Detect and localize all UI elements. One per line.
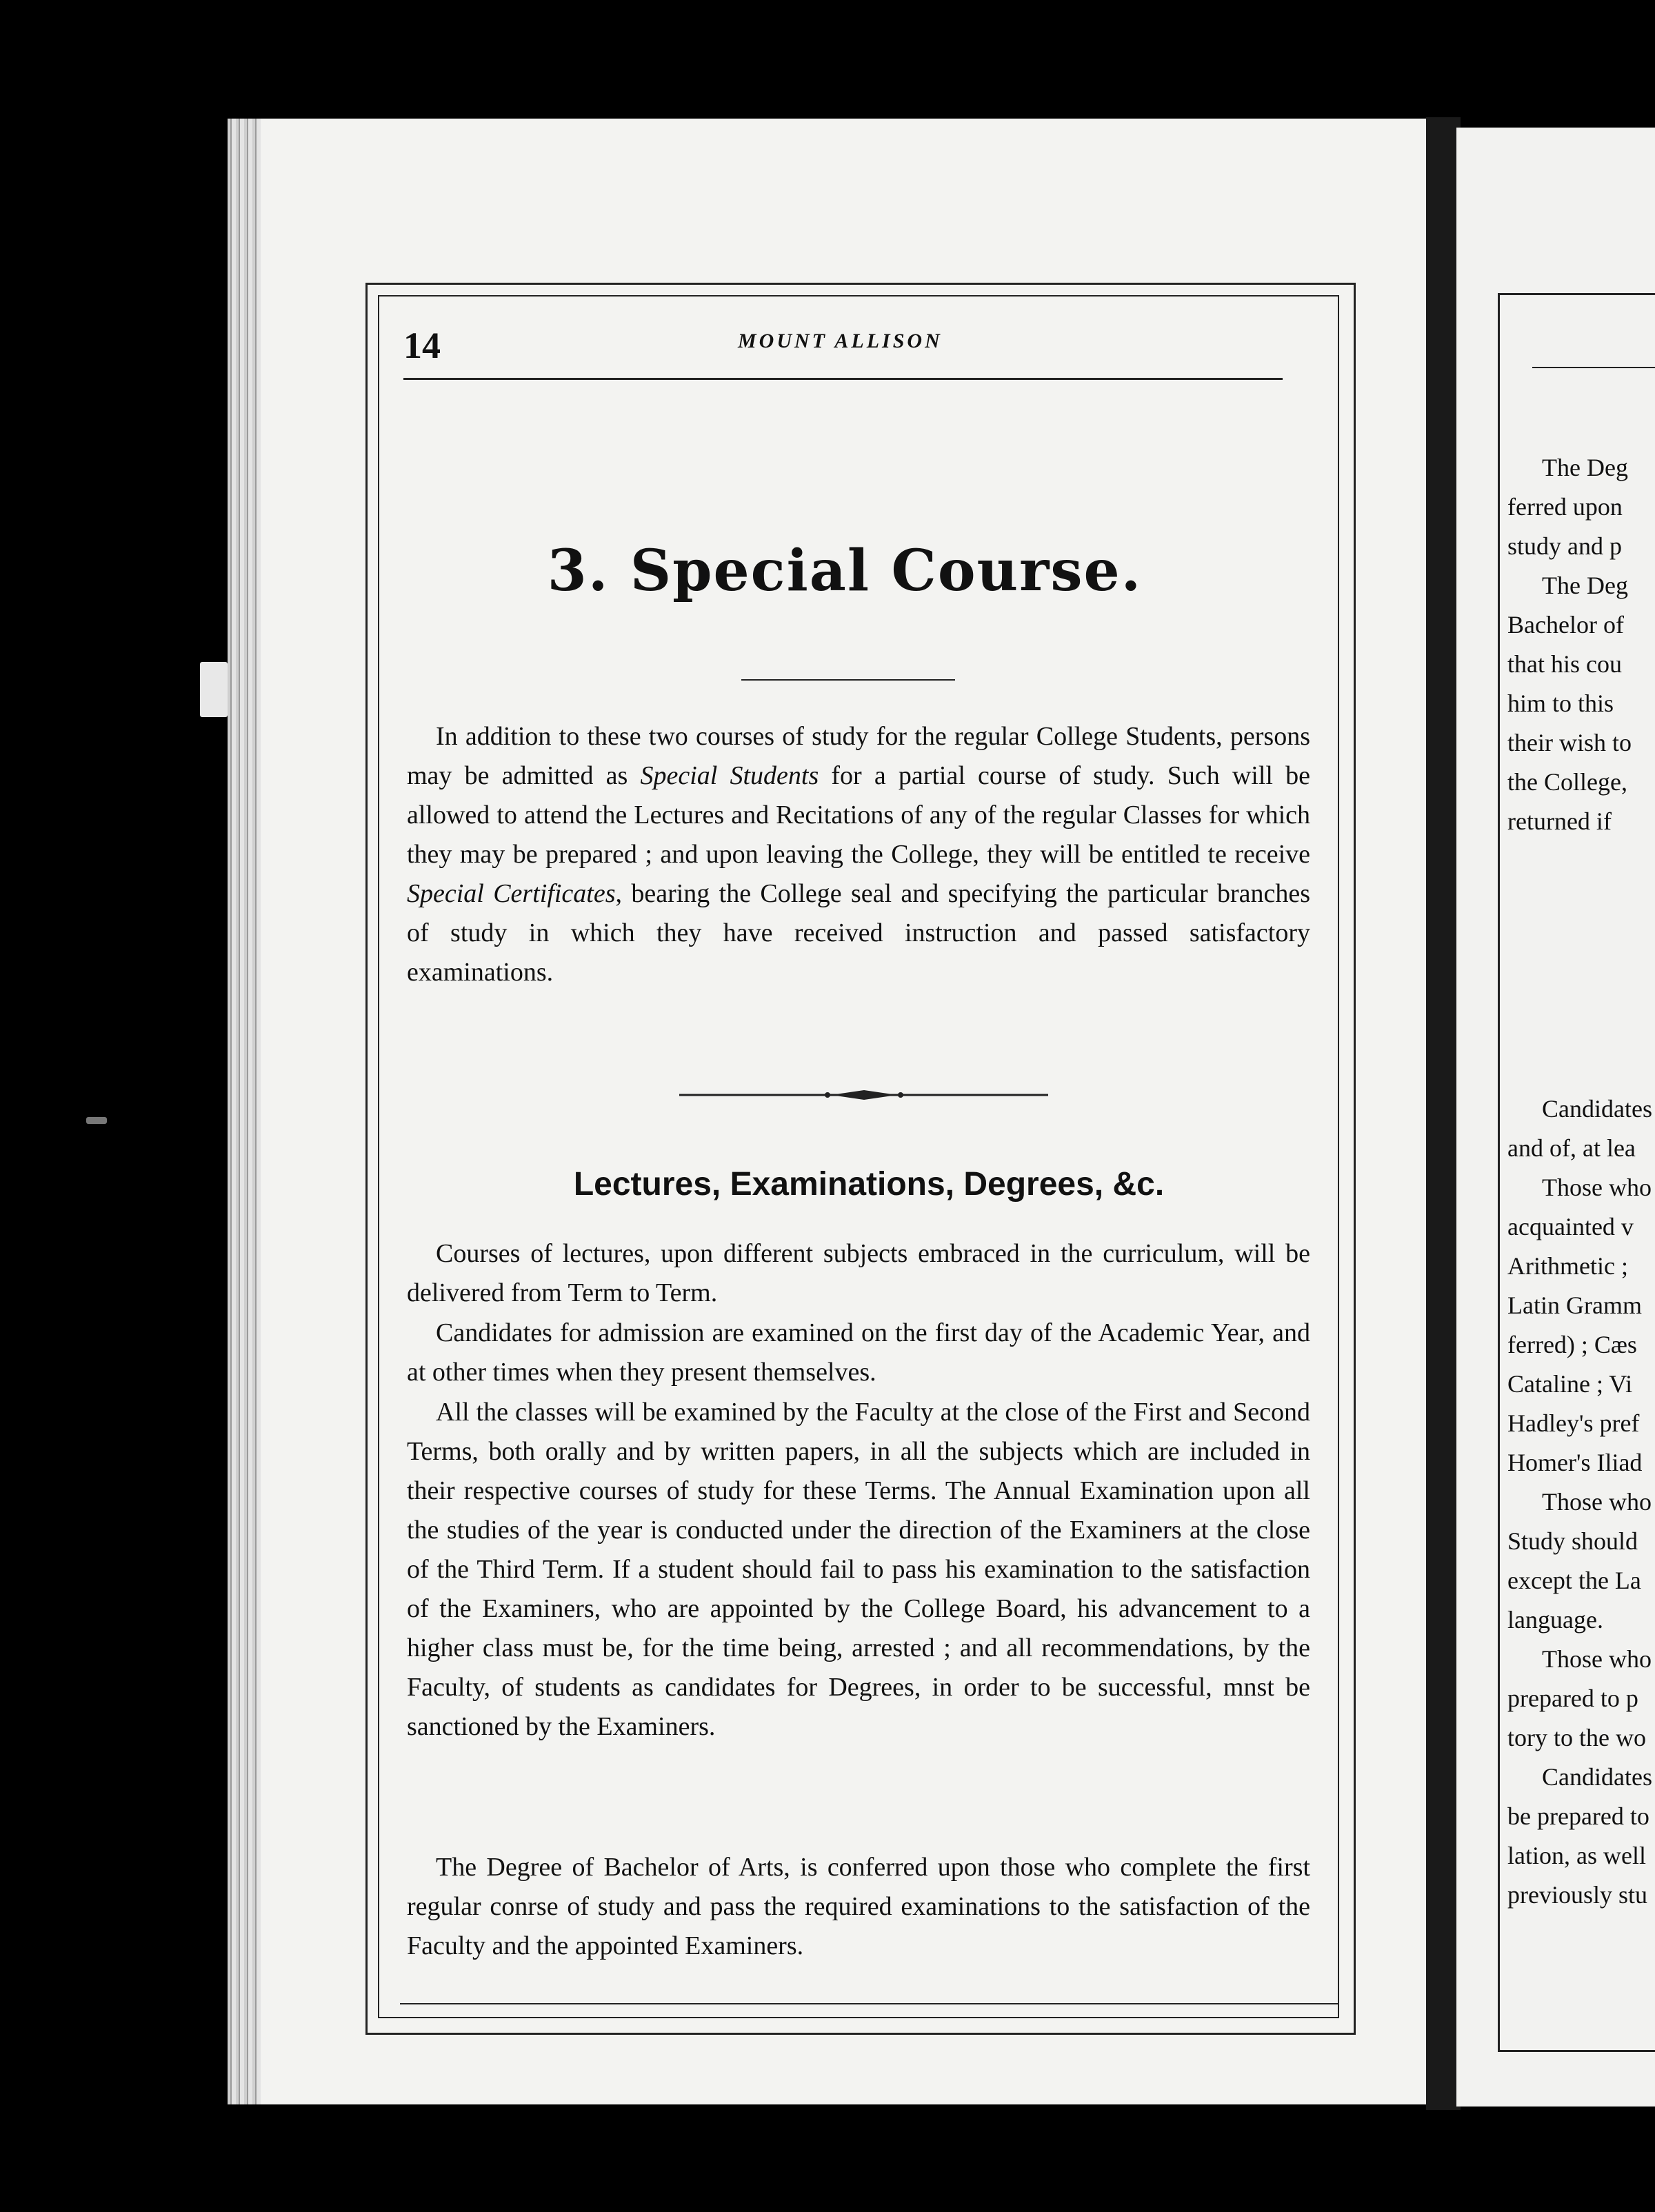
section-title: 3. Special Course. xyxy=(547,538,1143,604)
special-course-text-1: In addition to these two courses of study for the regular College xyxy=(436,722,1119,751)
book-binding-edge xyxy=(228,119,261,2104)
right-page-line: Candidates xyxy=(1542,1095,1652,1123)
right-page-line: be prepared to xyxy=(1507,1802,1649,1830)
right-page-line: Hadley's pref xyxy=(1507,1409,1640,1437)
lectures-paragraph-1-text: Courses of lectures, upon different subjects embraced in the curriculum, will be delivered from Term to Term. xyxy=(407,1239,1310,1307)
lectures-paragraph-2-text: Candidates for admission are examined on the first day of the Academic Year, and at other times when they present themselves. xyxy=(407,1318,1310,1387)
right-page-line: prepared to p xyxy=(1507,1685,1638,1712)
right-page-line: lation, as well xyxy=(1507,1842,1646,1869)
right-page-line: The Deg xyxy=(1542,572,1628,599)
page-number: 14 xyxy=(403,325,441,366)
right-page-line: Cataline ; Vi xyxy=(1507,1370,1633,1398)
right-page-line: Those who xyxy=(1542,1645,1652,1673)
footer-rule xyxy=(400,2003,1338,2004)
lectures-paragraph-3 xyxy=(407,1393,1310,1747)
header-rule xyxy=(403,378,1283,380)
lectures-paragraph-4 xyxy=(407,1848,1310,1966)
special-certificates-term: Special Certificates xyxy=(407,879,616,908)
right-page-line: The Deg xyxy=(1542,454,1628,481)
right-page-line: Latin Gramm xyxy=(1507,1291,1642,1319)
lectures-heading: Lectures, Examinations, Degrees, &c. xyxy=(573,1166,1165,1203)
running-head: MOUNT ALLISON xyxy=(738,330,943,352)
special-students-term: Special Students xyxy=(640,761,819,790)
ornamental-divider xyxy=(679,1088,1048,1102)
right-page-line: returned if xyxy=(1507,807,1612,835)
right-page-line: tory to the wo xyxy=(1507,1724,1646,1751)
title-underline xyxy=(741,679,955,681)
page-gutter xyxy=(1426,117,1461,2110)
special-course-paragraph xyxy=(407,717,1310,992)
right-page-line: previously stu xyxy=(1507,1881,1647,1909)
scan-speck xyxy=(86,1117,107,1124)
right-page-line: Those who xyxy=(1542,1174,1652,1201)
lectures-paragraph-3-text: All the classes will be examined by the Faculty at the close of the First and Second Terms, both orally and by written papers, in all the subjects which are included in their respective courses of study for these Terms. The Annual Examination upon all the studies of the year is conducted under the direction of the Examiners at the close of the Third Term. If a student should fail to pass his examination to the satisfaction of the Examiners, who are appointed by the College Board, his advancement to a higher class must be, for the time being, arrested ; and all recommendations, by the Faculty, of students as candidates for Degrees, in order to be successful, mnst be sanctioned by the Examiners. xyxy=(407,1398,1310,1741)
special-course-text-2: Students, persons may be admitted as xyxy=(407,722,1311,790)
right-page-line: him to this xyxy=(1507,690,1614,717)
right-page-top-fragments xyxy=(1507,448,1655,841)
right-page-line: Bachelor of xyxy=(1507,611,1624,639)
right-page-line: acquainted v xyxy=(1507,1213,1634,1240)
right-page-line: Those who xyxy=(1542,1488,1652,1516)
right-page-line: Homer's Iliad xyxy=(1507,1449,1643,1476)
right-page-line: study and p xyxy=(1507,532,1622,560)
paper-tear-fragment xyxy=(200,662,228,717)
right-page-line: ferred) ; Cæs xyxy=(1507,1331,1637,1358)
right-page-line: Arithmetic ; xyxy=(1507,1252,1628,1280)
lectures-paragraph-1 xyxy=(407,1234,1310,1313)
right-page-line: and of, at lea xyxy=(1507,1134,1636,1162)
right-page-line: language. xyxy=(1507,1606,1603,1633)
right-page-line: except the La xyxy=(1507,1567,1641,1594)
right-page-header-rule xyxy=(1532,367,1655,368)
right-page-line: the College, xyxy=(1507,768,1627,796)
lectures-paragraph-2 xyxy=(407,1314,1310,1392)
right-page-line: Study should xyxy=(1507,1527,1638,1555)
right-page-line: Candidates xyxy=(1542,1763,1652,1791)
lectures-paragraph-4-text: The Degree of Bachelor of Arts, is conferred upon those who complete the first regular conrse of study and pass the required examinations to the satisfaction of the Faculty and the appointed Examiners. xyxy=(407,1853,1310,1960)
right-page-line: ferred upon xyxy=(1507,493,1623,521)
right-page-bottom-fragments xyxy=(1507,1089,1655,1915)
special-course-text-3: for a partial course of study. Such will be allowed to attend the Lectures and Recitations of any of the regular Classes for which they may be prepared ; and upon leaving the College, they will be entitled te receive xyxy=(407,761,1310,869)
right-page-line: that his cou xyxy=(1507,650,1622,678)
special-course-text-4: , bearing the College seal and specifying the particular branches of study in which they have received instruction and passed satisfactory examinations. xyxy=(407,879,1311,987)
right-page-line: their wish to xyxy=(1507,729,1632,756)
